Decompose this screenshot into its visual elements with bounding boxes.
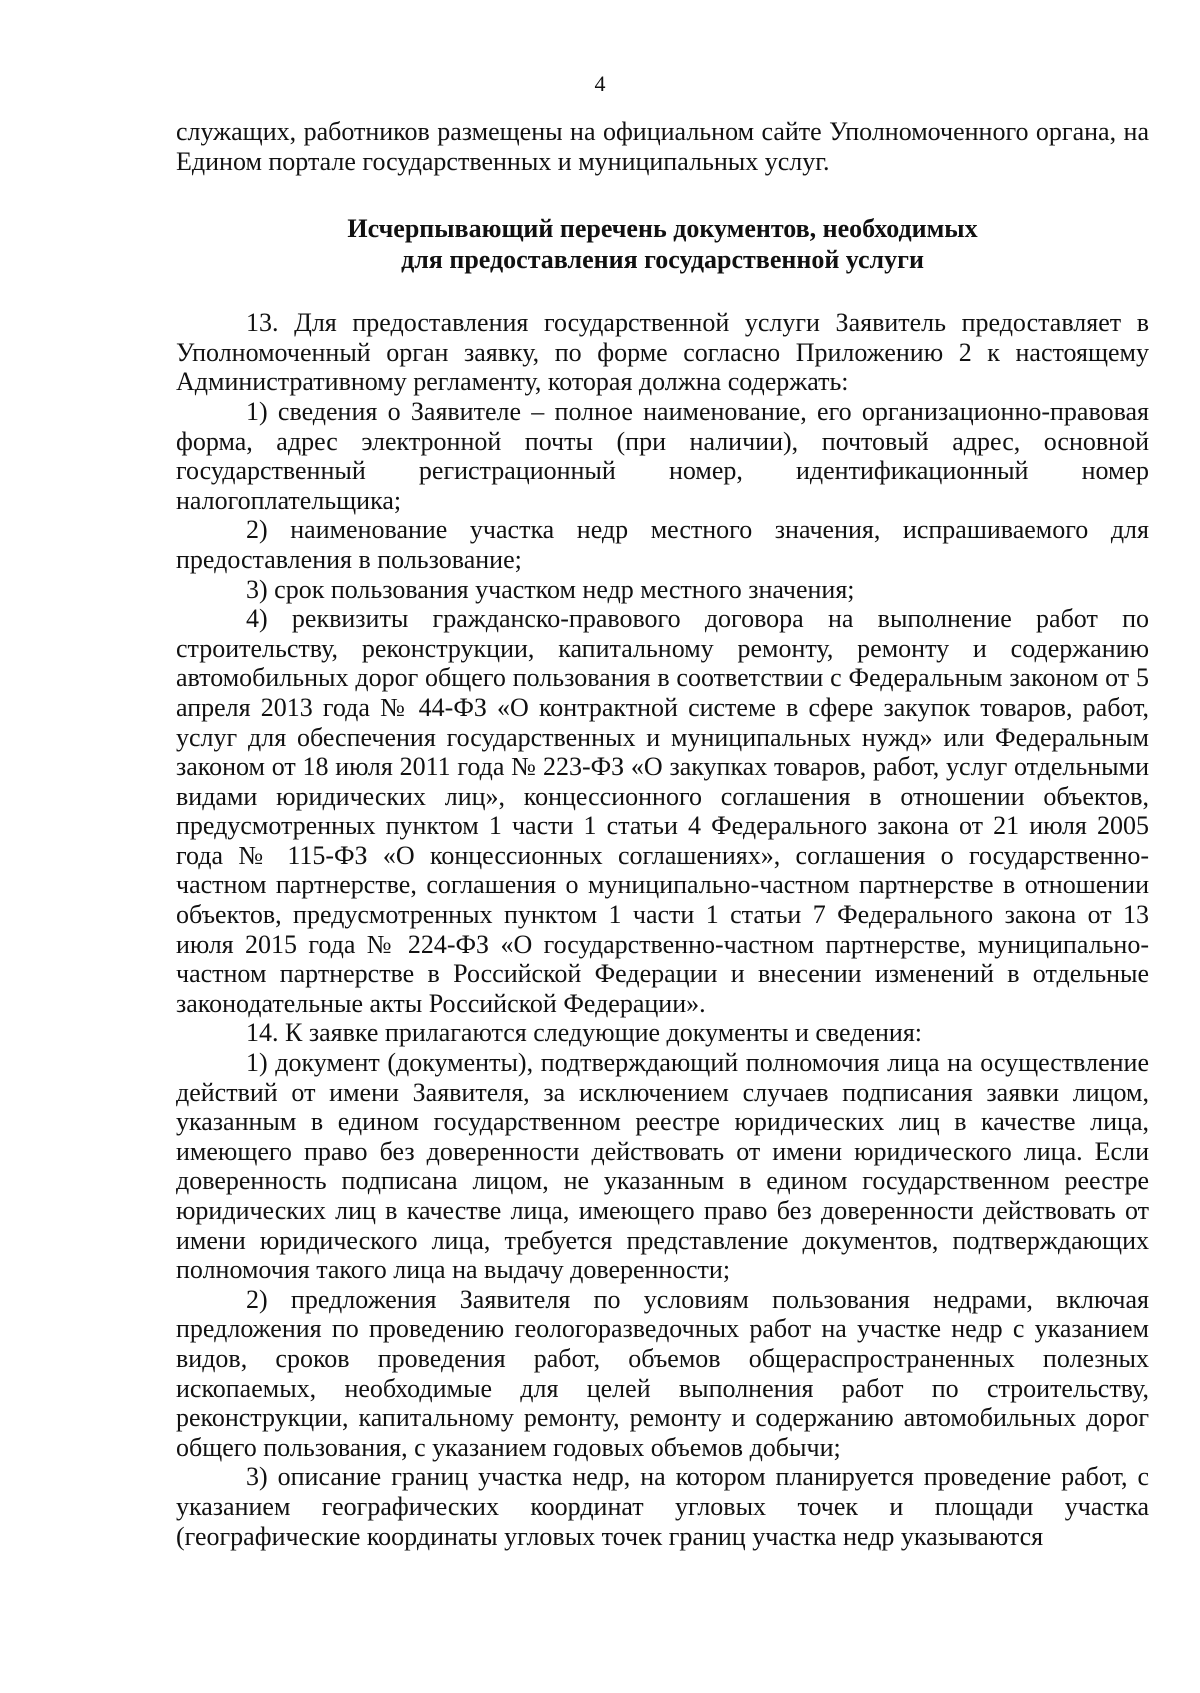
item-13-3: 3) срок пользования участком недр местного значения;: [246, 574, 855, 604]
section-heading: [176, 213, 1149, 275]
continuation-paragraph: служащих, работников размещены на официальном сайте Уполномоченного органа, на Едином портале государственных и муниципальных услуг.: [176, 117, 1149, 176]
item-13-1: 1) сведения о Заявителе – полное наименование, его организационно-правовая форма, адрес электронной почты (при наличии), почтовый адрес, основной государственный регистрационный номер, идентификационный номер налогоплательщика;: [176, 396, 1149, 515]
item-14-2: 2) предложения Заявителя по условиям пользования недрами, включая предложения по проведению геологоразведочных работ на участке недр с указанием видов, сроков проведения работ, объемов общераспространенных полезных ископаемых, необходимые для целей выполнения работ по строительству, реконструкции, капитальному ремонту, ремонту и содержанию автомобильных дорог общего пользования, с указанием годовых объемов добычи;: [176, 1284, 1149, 1462]
item-13-2: 2) наименование участка недр местного значения, испрашиваемого для предоставления в пользование;: [176, 515, 1149, 574]
section-heading-line-1: Исчерпывающий перечень документов, необходимых: [347, 214, 978, 244]
item-14-3: 3) описание границ участка недр, на котором планируется проведение работ, с указанием географических координат угловых точек и площади участка (географические координаты угловых точек границ участка недр указываются: [176, 1462, 1149, 1551]
paragraph-13: 13. Для предоставления государственной услуги Заявитель предоставляет в Уполномоченный орган заявку, по форме согласно Приложению 2 к настоящему Административному регламенту, которая должна содержать:: [176, 308, 1149, 397]
section-heading-line-2: для предоставления государственной услуги: [401, 245, 924, 275]
page-number: 4: [594, 71, 606, 96]
item-14-1: 1) документ (документы), подтверждающий полномочия лица на осуществление действий от имени Заявителя, за исключением случаев подписания заявки лицом, указанным в едином государственном реестре юридических лиц в качестве лица, имеющего право без доверенности действовать от имени юридического лица. Если доверенность подписана лицом, не указанным в едином государственном реестре юридических лиц в качестве лица, имеющего право без доверенности действовать от имени юридического лица, требуется представление документов, подтверждающих полномочия такого лица на выдачу доверенности;: [176, 1048, 1149, 1285]
document-body: [176, 117, 1149, 1551]
paragraph-14: 14. К заявке прилагаются следующие документы и сведения:: [246, 1018, 922, 1048]
item-13-4: 4) реквизиты гражданско-правового договора на выполнение работ по строительству, реконструкции, капитальному ремонту, ремонту и содержанию автомобильных дорог общего пользования в соответствии с Федеральным законом от 5 апреля 2013 года № 44-ФЗ «О контрактной системе в сфере закупок товаров, работ, услуг для обеспечения государственных и муниципальных нужд» или Федеральным законом от 18 июля 2011 года № 223-ФЗ «О закупках товаров, работ, услуг отдельными видами юридических лиц», концессионного соглашения в отношении объектов, предусмотренных пунктом 1 части 1 статьи 4 Федерального закона от 21 июля 2005 года № 115-ФЗ «О концессионных соглашениях», соглашения о государственно-частном партнерстве, соглашения о муниципально-частном партнерстве в отношении объектов, предусмотренных пунктом 1 части 1 статьи 7 Федерального закона от 13 июля 2015 года № 224-ФЗ «О государственно-частном партнерстве, муниципально-частном партнерстве в Российской Федерации и внесении изменений в отдельные законодательные акты Российской Федерации».: [176, 604, 1149, 1018]
